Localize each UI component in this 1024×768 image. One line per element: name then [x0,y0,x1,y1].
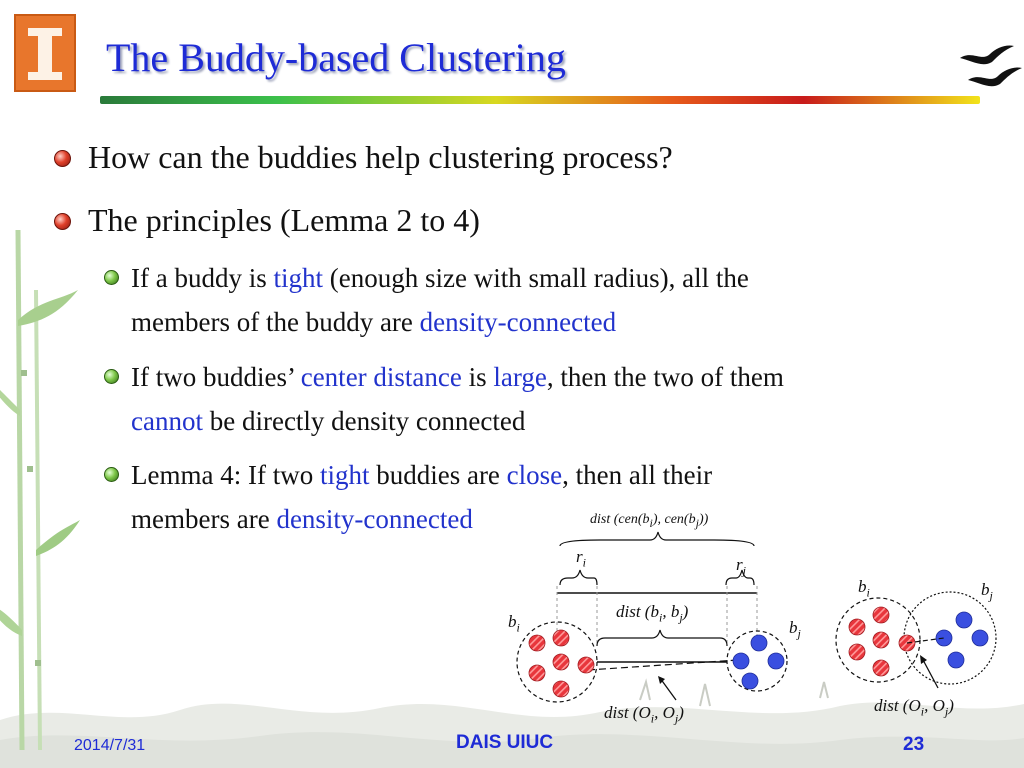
bullet-1: How can the buddies help clustering process? [88,139,673,175]
highlighted-term: cannot [131,406,203,436]
bi-member [529,665,545,681]
text-segment: members of the buddy are [131,307,420,337]
bj-member-right [948,652,964,668]
text-segment: If two buddies’ [131,362,301,392]
page-number: 23 [903,734,925,755]
member-distance-label-left: dist ($O_i$, $O_j$) [604,703,684,726]
bi-member [578,657,594,673]
buddy-distance-brace [597,630,727,646]
bi-label-right: $b_i$ [858,577,870,600]
bi-label-left: $b_i$ [508,612,520,635]
text-segment: Lemma 4: If two [131,460,320,490]
bj-member-right [972,630,988,646]
highlighted-term: center distance [300,362,462,392]
bj-label-left: $b_j$ [789,618,801,641]
member-distance-arrow-right [922,658,938,688]
bi-member [553,654,569,670]
bj-member [751,635,767,651]
member-distance-label-right: dist ($O_i$, $O_j$) [874,696,954,719]
bj-label-right: $b_j$ [981,580,993,603]
footer-group-name: DAIS UIUC [456,732,554,753]
highlighted-term: density-connected [276,504,473,534]
bi-member [529,635,545,651]
highlighted-term: large [493,362,547,392]
bj-member-right [956,612,972,628]
highlighted-term: tight [273,263,323,293]
text-segment: , then the two of them [546,362,784,392]
bi-member-right [849,644,865,660]
text-segment: is [461,362,494,392]
bi-member-right [873,632,889,648]
bj-member [768,653,784,669]
bi-member-right [849,619,865,635]
rj-label: $r_j$ [736,555,746,578]
ri-brace [560,570,597,585]
slide-title: The Buddy-based Clustering [106,35,566,80]
text-segment: members are [131,504,277,534]
text-segment: (enough size with small radius), all the [323,263,749,293]
highlighted-term: density-connected [419,307,617,337]
ri-label: $r_i$ [576,547,586,570]
arrow-head-right [920,655,927,664]
highlighted-term: close [506,460,563,490]
buddy-distance-label: dist ($b_i$, $b_j$) [616,602,689,625]
bi-member [553,630,569,646]
footer-date: 2014/7/31 [74,737,146,754]
bullet-2: The principles (Lemma 2 to 4) [88,202,480,238]
highlighted-term: tight [319,460,370,490]
bi-member-right [873,607,889,623]
text-segment: be directly density connected [202,406,526,436]
bj-member [733,653,749,669]
center-distance-label: dist ($cen(b_i)$, $cen(b_j)$) [590,512,709,530]
text-segment: buddies are [369,460,507,490]
bj-member [742,673,758,689]
text-segment: , then all their [562,460,713,490]
center-distance-brace [560,532,754,546]
bi-member [553,681,569,697]
text-segment: If a buddy is [131,263,274,293]
bi-member-right [873,660,889,676]
